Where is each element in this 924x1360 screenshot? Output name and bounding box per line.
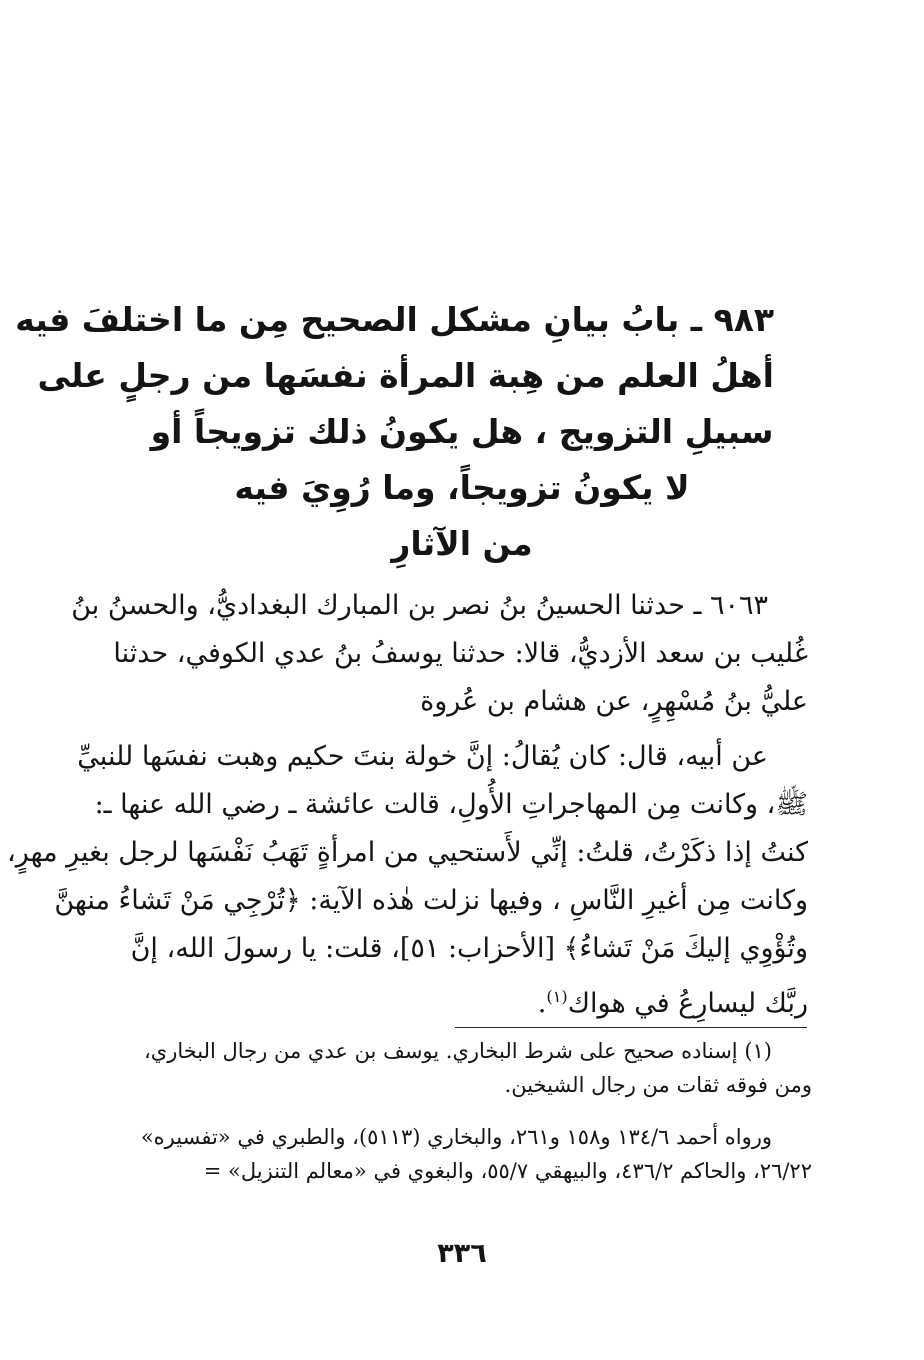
hadith-isnad <box>71 582 808 726</box>
hadith-matn <box>7 733 808 1028</box>
footnote-marker: (١) <box>546 987 568 1006</box>
footnote-line: ومن فوقه ثقات من رجال الشيخين. <box>504 1073 812 1097</box>
footnote-line: ٢٦/٢٢، والحاكم ٤٣٦/٢، والبيهقي ٥٥/٧، والبغوي في «معالم التنزيل» = <box>203 1159 812 1183</box>
text-line: غُليب بن سعد الأزديُّ، قالا: حدثنا يوسفُ بنُ عدي الكوفي، حدثنا <box>113 638 808 669</box>
footnote-line: (١) إسناده صحيح على شرط البخاري. يوسف بن عدي من رجال البخاري، <box>143 1039 772 1063</box>
text-line: عليُّ بنُ مُسْهِرٍ، عن هشام بن عُروة <box>420 686 808 717</box>
text-line: كنتُ إذا ذكَرْتُ، قلتُ: إنِّي لأَستحيي من امرأةٍ تَهَبُ نَفْسَها لرجل بغيرِ مهرٍ، <box>7 837 808 868</box>
page-number: ٣٣٦ <box>437 1238 487 1269</box>
chapter-heading-line: لا يكونُ تزويجاً، وما رُوِيَ فيه <box>234 468 690 507</box>
footnotes <box>100 1034 812 1188</box>
text-fragment: ربَّك ليسارِعُ في هواك <box>567 988 808 1019</box>
footnote-divider <box>455 1027 807 1028</box>
chapter-heading-line: من الآثارِ <box>391 524 533 563</box>
chapter-heading-line: أهلُ العلم من هِبة المرأة نفسَها من رجلٍ على <box>37 356 774 395</box>
text-line: وتُؤْوِي إليكَ مَنْ تَشاءُ﴾ [الأحزاب: ٥١]، قلت: يا رسولَ الله، إنَّ <box>130 933 808 964</box>
text-line: عن أبيه، قال: كان يُقالُ: إنَّ خولة بنتَ حكيم وهبت نفسَها للنبيِّ <box>77 741 768 772</box>
text-line <box>108 973 808 1028</box>
chapter-heading-line: ٩٨٣ ـ بابُ بيانِ مشكل الصحيح مِن ما اختلفَ فيه <box>15 300 774 339</box>
end-mark: . <box>537 988 547 1019</box>
footnote-line: ورواه أحمد ١٣٤/٦ و١٥٨ و٢٦١، والبخاري (٥١١٣)، والطبري في «تفسيره» <box>140 1125 772 1149</box>
chapter-heading-line: سبيلِ التزويج ، هل يكونُ ذلك تزويجاً أو <box>150 412 774 451</box>
text-line: ٦٠٦٣ ـ حدثنا الحسينُ بنُ نصر بن المبارك البغداديُّ، والحسنُ بنُ <box>71 590 768 621</box>
chapter-heading <box>15 292 774 572</box>
text-line: وكانت مِن أغيرِ النَّاسِ ، وفيها نزلت هٰذه الآية: ﴿تُرْجِي مَنْ تَشاءُ منهنَّ <box>54 885 808 916</box>
text-line: ﷺ، وكانت مِن المهاجراتِ الأُولِ، قالت عائشة ـ رضي الله عنها ـ: <box>94 789 808 820</box>
